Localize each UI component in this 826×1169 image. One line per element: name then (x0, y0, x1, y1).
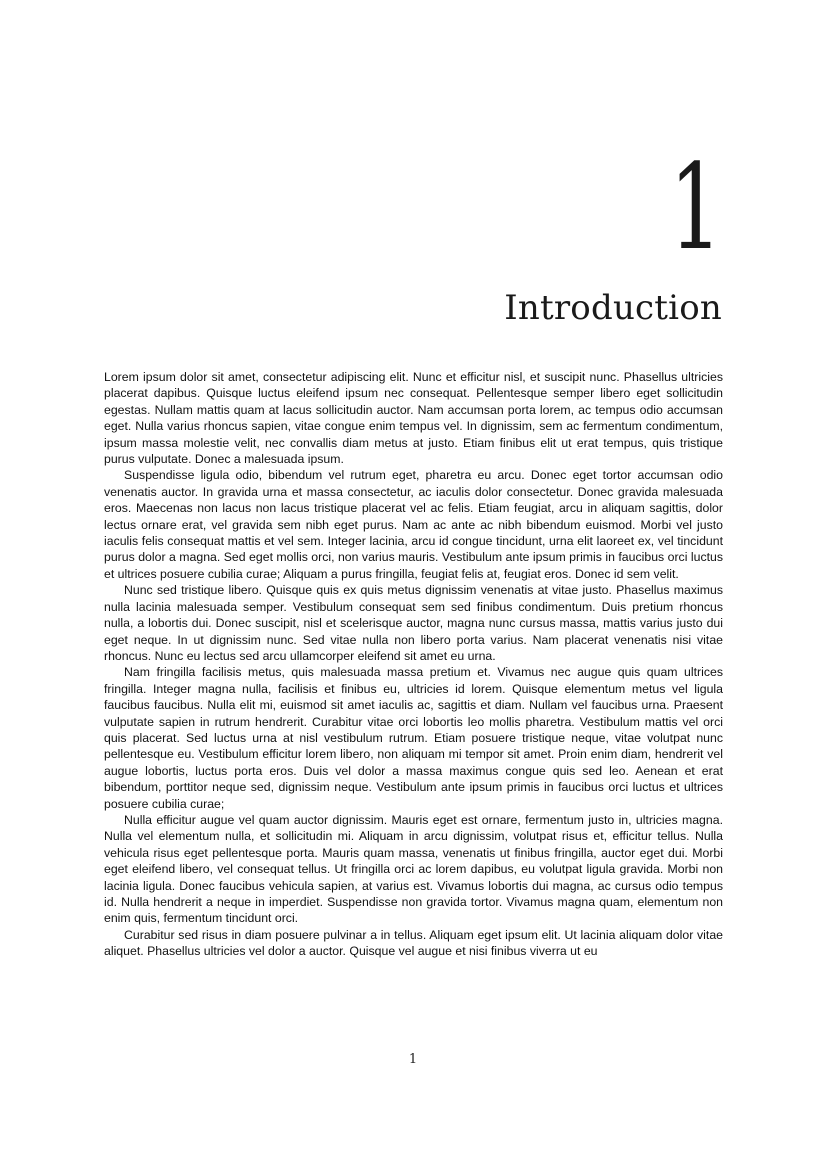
paragraph: Nulla efficitur augue vel quam auctor dignissim. Mauris eget est ornare, fermentum justo in, ultricies magna. Nulla vel elementum nulla, et sollicitudin mi. Aliquam in arcu dignissim, volutpat risus et, efficitur tellus. Nulla vehicula risus eget pellentesque porta. Mauris quam massa, venenatis ut finibus fringilla, auctor eget dui. Morbi eget eleifend libero, vel consequat tellus. Ut fringilla orci ac lorem dapibus, eu volutpat ligula gravida. Morbi non lacinia ligula. Donec faucibus vehicula sapien, at varius est. Vivamus lobortis dui magna, ac cursus odio tempus id. Nulla hendrerit a neque in imperdiet. Suspendisse non gravida tortor. Vivamus magna quam, elementum non enim quis, fermentum tincidunt orci. (104, 812, 723, 926)
paragraph: Nunc sed tristique libero. Quisque quis ex quis metus dignissim venenatis at vitae justo. Phasellus maximus nulla lacinia malesuada semper. Vestibulum consequat sem sed finibus condimentum. Duis pretium rhoncus nulla, a lobortis dui. Donec suscipit, nisl et scelerisque auctor, magna nunc cursus massa, mattis varius justo dui eget neque. In ut dignissim nunc. Sed vitae nulla non libero porta varius. Nam placerat venenatis nisi vitae rhoncus. Nunc eu lectus sed arcu ullamcorper eleifend sit amet eu urna. (104, 583, 723, 663)
chapter-body (104, 369, 723, 960)
paragraph: Suspendisse ligula odio, bibendum vel rutrum eget, pharetra eu arcu. Donec eget tortor accumsan odio venenatis auctor. In gravida urna et massa consectetur, ac iaculis dolor consectetur. Donec gravida malesuada eros. Maecenas non lacus non lacus tristique placerat vel ac felis. Etiam feugiat, arcu in aliquam sagittis, dolor lectus ornare erat, vel gravida sem nibh eget purus. Nam ac ante ac nibh bibendum euismod. Morbi vel justo iaculis felis consequat mattis et vel sem. Integer lacinia, arcu id congue tincidunt, urna elit laoreet ex, vel tincidunt purus dolor a magna. Sed eget mollis orci, non varius mauris. Vestibulum ante ipsum primis in faucibus orci luctus et ultrices posuere cubilia curae; Aliquam a purus fringilla, feugiat felis at, feugiat eros. Donec id sem velit. (104, 468, 723, 581)
page-number: 1 (408, 1052, 418, 1067)
chapter-title: Introduction (504, 288, 722, 328)
paragraph: Nam fringilla facilisis metus, quis malesuada massa pretium et. Vivamus nec augue quis quam ultrices fringilla. Integer magna nulla, facilisis et finibus eu, ultricies id lorem. Quisque elementum metus vel ligula faucibus faucibus. Nulla elit mi, euismod sit amet iaculis ac, sagittis et diam. Nullam vel faucibus urna. Praesent vulputate sapien in rutrum hendrerit. Curabitur vitae orci lobortis leo mollis pharetra. Vestibulum mattis vel orci quis placerat. Sed luctus urna at nisl vestibulum rutrum. Etiam posuere tristique neque, vitae volutpat nunc pellentesque eu. Vestibulum efficitur lorem libero, non aliquam mi tempor sit amet. Proin enim diam, hendrerit vel augue lobortis, luctus porta eros. Duis vel dolor a massa maximus congue quis sed leo. Aenean et erat bibendum, porttitor neque sed, dignissim neque. Vestibulum ante ipsum primis in faucibus orci luctus et ultrices posuere cubilia curae; (104, 665, 723, 811)
paragraph: Lorem ipsum dolor sit amet, consectetur adipiscing elit. Nunc et efficitur nisl, et suscipit nunc. Phasellus ultricies placerat dapibus. Quisque luctus eleifend ipsum nec consequat. Pellentesque semper libero eget sollicitudin egestas. Nullam mattis quam at lacus sollicitudin auctor. Nam accumsan porta lorem, ac tempus odio accumsan eget. Nulla varius rhoncus sapien, vitae congue enim tempus vel. In dignissim, sem ac fermentum condimentum, ipsum massa molestie velit, nec convallis diam metus at justo. Etiam finibus elit ut erat tempus, quis tristique purus vulputate. Donec a malesuada ipsum. (104, 370, 723, 467)
paragraph: Curabitur sed risus in diam posuere pulvinar a in tellus. Aliquam eget ipsum elit. Ut lacinia aliquam dolor vitae aliquet. Phasellus ultricies vel dolor a auctor. Quisque vel augue et nisi finibus viverra ut eu (104, 927, 723, 959)
chapter-number: 1 (669, 138, 722, 276)
